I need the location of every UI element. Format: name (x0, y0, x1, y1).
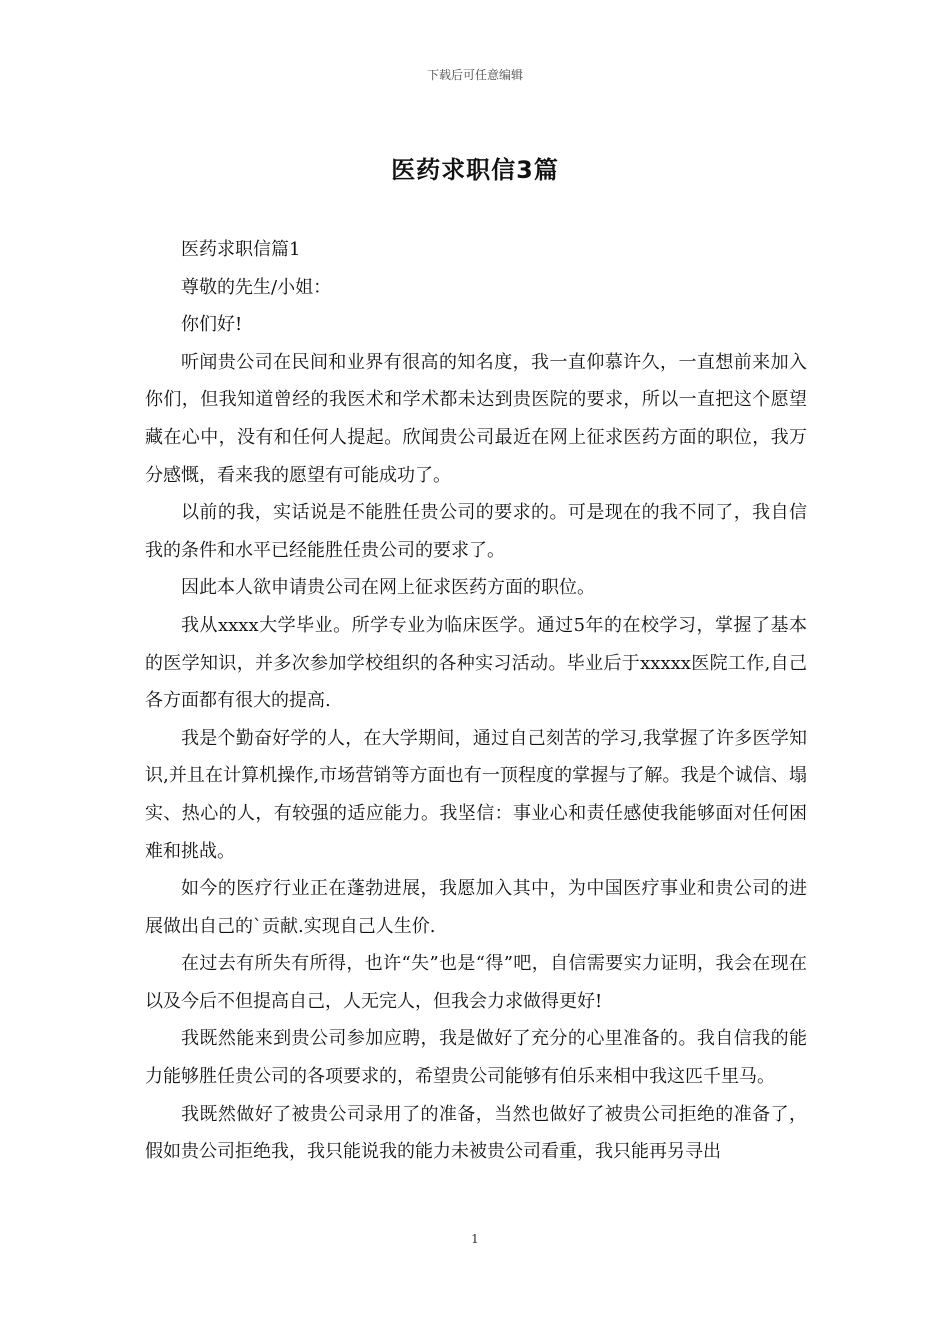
salutation: 尊敬的先生/小姐： (181, 276, 332, 298)
document-title: 医药求职信3篇 (391, 156, 559, 184)
page-number: 1 (471, 1232, 479, 1246)
body-paragraph: 如今的医疗行业正在蓬勃进展，我愿加入其中，为中国医疗事业和贵公司的进展做出自己的`贡献.实现自己人生价. (145, 878, 807, 937)
body-paragraph: 我既然能来到贵公司参加应聘，我是做好了充分的心里准备的。我自信我的能力能够胜任贵公司的各项要求的，希望贵公司能够有伯乐来相中我这匹千里马。 (145, 1028, 807, 1088)
section-heading: 医药求职信篇1 (181, 239, 301, 260)
document-body (145, 231, 807, 1171)
body-paragraph: 在过去有所失有所得，也许“失”也是“得”吧，自信需要实力证明，我会在现在以及今后不但提高自己，人无完人，但我会力求做得更好! (145, 953, 807, 1012)
body-paragraph: 以前的我，实话说是不能胜任贵公司的要求的。可是现在的我不同了，我自信我的条件和水平已经能胜任贵公司的要求了。 (145, 502, 807, 561)
body-paragraph: 我从xxxx大学毕业。所学专业为临床医学。通过5年的在校学习，掌握了基本的医学知识，并多次参加学校组织的各种实习活动。毕业后于xxxxx医院工作,自己各方面都有很大的提高. (145, 614, 807, 712)
page-header: 下载后可任意编辑 (426, 68, 523, 82)
body-paragraph: 听闻贵公司在民间和业界有很高的知名度，我一直仰慕许久，一直想前来加入你们，但我知道曾经的我医术和学术都未达到贵医院的要求，所以一直把这个愿望藏在心中，没有和任何人提起。欣闻贵公司最近在网上征求医药方面的职位，我万分感慨，看来我的愿望有可能成功了。 (145, 351, 807, 486)
body-paragraph: 因此本人欲申请贵公司在网上征求医药方面的职位。 (181, 577, 595, 599)
body-paragraph: 我是个勤奋好学的人，在大学期间，通过自己刻苦的学习,我掌握了许多医学知识,并且在计算机操作,市场营销等方面也有一顶程度的掌握与了解。我是个诚信、塌实、热心的人，有较强的适应能力。我坚信：事业心和责任感使我能够面对任何困难和挑战。 (145, 727, 807, 862)
body-paragraph: 我既然做好了被贵公司录用了的准备，当然也做好了被贵公司拒绝的准备了，假如贵公司拒绝我，我只能说我的能力未被贵公司看重，我只能再另寻出 (145, 1103, 807, 1163)
greeting: 你们好! (181, 314, 243, 336)
